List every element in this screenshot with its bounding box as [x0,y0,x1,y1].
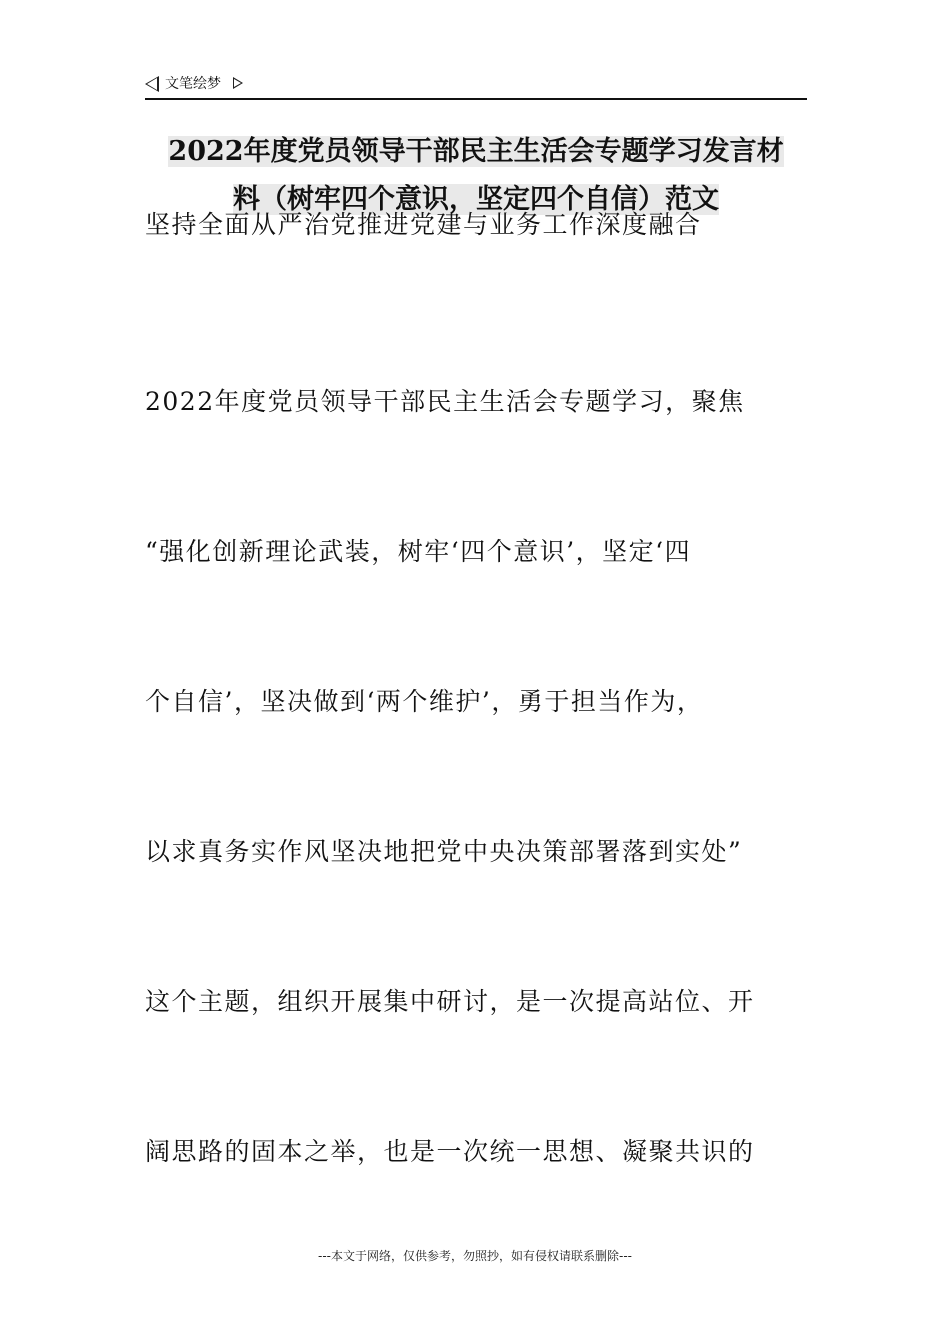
header-divider [145,98,807,100]
left-triangle-icon [145,76,159,92]
body-line-3: “强化创新理论武装，树牢‘四个意识’，坚定‘四 [145,537,692,566]
footer-disclaimer: ---本文于网络，仅供参考，勿照抄，如有侵权请联系删除--- [318,1249,632,1263]
document-header [145,70,807,98]
header-brand: 文笔绘梦 [165,76,221,92]
body-line-1: 坚持全面从严治党推进党建与业务工作深度融合 [145,210,702,239]
body-line-4: 个自信’，坚决做到‘两个维护’，勇于担当作为， [145,687,704,716]
title-line-2: 料（树牢四个意识，坚定四个自信）范文 [233,184,719,215]
body-line-7: 阔思路的固本之举，也是一次统一思想、凝聚共识的 [145,1137,755,1166]
right-triangle-icon [233,77,243,89]
body-line-5: 以求真务实作风坚决地把党中央决策部署落到实处” [145,837,743,866]
title-line-1: 2022年度党员领导干部民主生活会专题学习发言材 [168,136,784,167]
body-line-6: 这个主题，组织开展集中研讨，是一次提高站位、开 [145,987,755,1016]
body-line-2: 2022年度党员领导干部民主生活会专题学习，聚焦 [145,387,745,416]
